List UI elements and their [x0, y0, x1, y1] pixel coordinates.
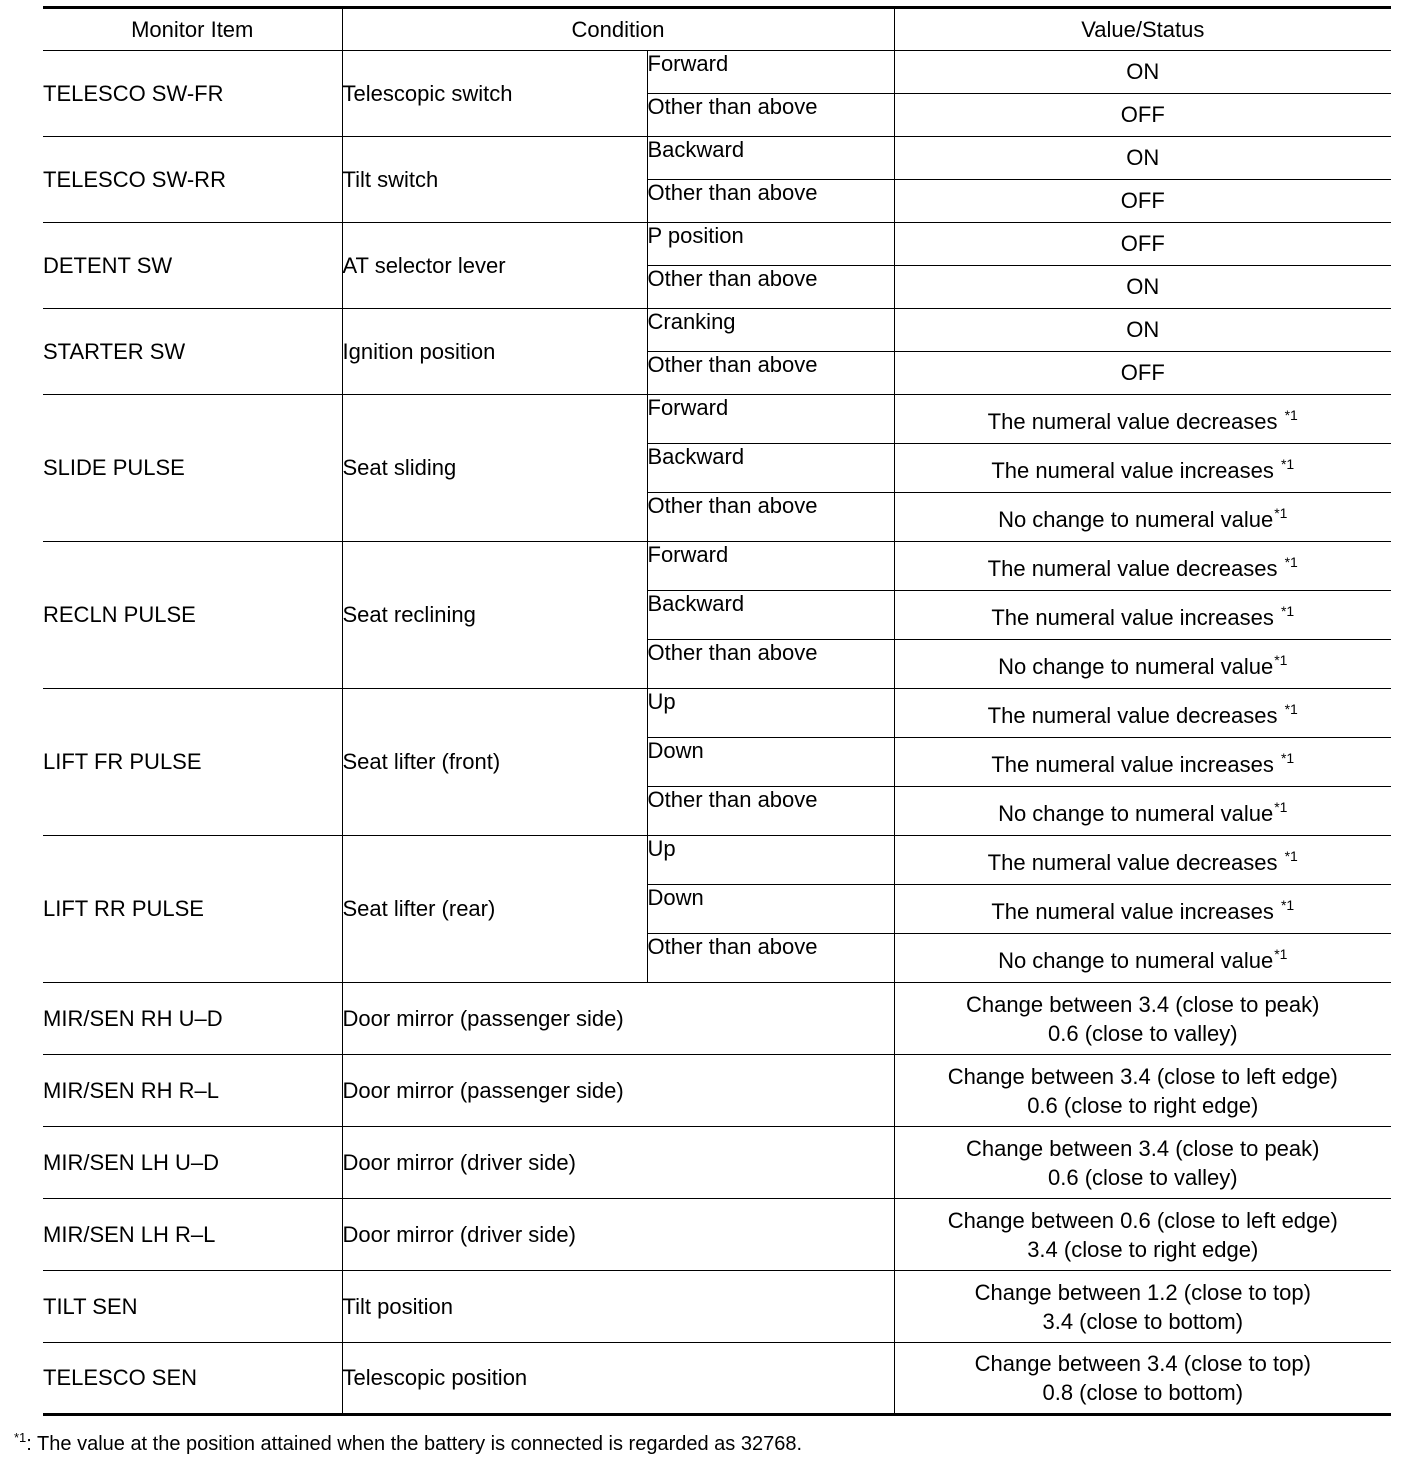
value-text: The numeral value decreases	[987, 703, 1284, 728]
note-marker: *1	[1274, 505, 1288, 521]
monitor-item: LIFT FR PULSE	[43, 689, 342, 836]
value-text: OFF	[1120, 188, 1165, 213]
value-status	[894, 352, 1391, 395]
sub-condition: Other than above	[647, 180, 894, 223]
monitor-item: MIR/SEN RH R–L	[43, 1055, 342, 1127]
sub-condition: Other than above	[647, 640, 894, 689]
value-status	[894, 266, 1391, 309]
note-marker: *1	[1284, 407, 1298, 423]
condition: Door mirror (driver side)	[342, 1199, 894, 1271]
value-text: The numeral value increases	[991, 458, 1280, 483]
monitor-item: RECLN PULSE	[43, 542, 342, 689]
monitor-item: MIR/SEN LH U–D	[43, 1127, 342, 1199]
table-row	[43, 137, 1391, 180]
sub-condition: Up	[647, 836, 894, 885]
footnote-text: : The value at the position attained when the battery is connected is regarded as 32768.	[26, 1433, 802, 1455]
value-status	[894, 309, 1391, 352]
value-status	[894, 137, 1391, 180]
table-row	[43, 1199, 1391, 1271]
value-status	[894, 787, 1391, 836]
value-text: No change to numeral value	[998, 801, 1274, 826]
table-body	[43, 51, 1391, 1415]
value-line: 3.4 (close to right edge)	[1027, 1236, 1259, 1262]
value-line: 3.4 (close to bottom)	[1042, 1308, 1244, 1334]
value-text: The numeral value increases	[991, 899, 1280, 924]
table-row	[43, 1271, 1391, 1343]
note-marker: *1	[1274, 799, 1288, 815]
condition: Seat sliding	[342, 395, 647, 542]
sub-condition: Backward	[647, 137, 894, 180]
value-status	[894, 94, 1391, 137]
value-status	[894, 1055, 1391, 1127]
footnote	[14, 1431, 802, 1457]
value-line: Change between 3.4 (close to left edge)	[947, 1063, 1338, 1089]
sub-condition: Cranking	[647, 309, 894, 352]
monitor-item: LIFT RR PULSE	[43, 836, 342, 983]
sub-condition: Other than above	[647, 493, 894, 542]
table-row	[43, 836, 1391, 885]
sub-condition: Backward	[647, 444, 894, 493]
table-row	[43, 51, 1391, 94]
value-line: 0.8 (close to bottom)	[1042, 1380, 1244, 1405]
value-text: The numeral value increases	[991, 752, 1280, 777]
value-status	[894, 1127, 1391, 1199]
value-status	[894, 493, 1391, 542]
value-text: OFF	[1120, 231, 1165, 256]
note-marker: *1	[1280, 603, 1295, 619]
value-status	[894, 1271, 1391, 1343]
monitor-item: TELESCO SEN	[43, 1343, 342, 1415]
value-status	[894, 1343, 1391, 1415]
monitor-item: SLIDE PULSE	[43, 395, 342, 542]
value-status	[894, 395, 1391, 444]
value-status	[894, 836, 1391, 885]
sub-condition: Other than above	[647, 94, 894, 137]
note-marker: *1	[1284, 554, 1298, 570]
value-text: OFF	[1120, 102, 1165, 127]
value-status	[894, 983, 1391, 1055]
monitor-item: TELESCO SW-FR	[43, 51, 342, 137]
monitor-item: MIR/SEN RH U–D	[43, 983, 342, 1055]
value-line: Change between 0.6 (close to left edge)	[947, 1207, 1338, 1233]
value-line: Change between 3.4 (close to top)	[974, 1351, 1311, 1376]
value-text: The numeral value decreases	[987, 409, 1284, 434]
header-monitor-item: Monitor Item	[43, 8, 342, 51]
value-line: Change between 3.4 (close to peak)	[966, 1135, 1320, 1161]
header-condition: Condition	[342, 8, 894, 51]
sub-condition: Down	[647, 885, 894, 934]
condition: Telescopic position	[342, 1343, 894, 1415]
condition: Seat lifter (rear)	[342, 836, 647, 983]
condition: Door mirror (passenger side)	[342, 1055, 894, 1127]
value-status	[894, 1199, 1391, 1271]
value-status	[894, 738, 1391, 787]
table-row	[43, 309, 1391, 352]
value-status	[894, 180, 1391, 223]
value-text: ON	[1126, 274, 1160, 299]
table-row	[43, 395, 1391, 444]
sub-condition: Other than above	[647, 787, 894, 836]
value-status	[894, 51, 1391, 94]
sub-condition: Forward	[647, 542, 894, 591]
value-status	[894, 885, 1391, 934]
value-text: ON	[1126, 317, 1160, 342]
value-line: 0.6 (close to valley)	[1048, 1020, 1238, 1046]
condition: Seat reclining	[342, 542, 647, 689]
value-line: 0.6 (close to valley)	[1048, 1164, 1238, 1190]
condition: AT selector lever	[342, 223, 647, 309]
sub-condition: Up	[647, 689, 894, 738]
sub-condition: Forward	[647, 395, 894, 444]
value-text: No change to numeral value	[998, 948, 1274, 973]
condition: Tilt switch	[342, 137, 647, 223]
value-text: OFF	[1120, 360, 1165, 385]
monitor-item: DETENT SW	[43, 223, 342, 309]
table-row	[43, 1343, 1391, 1415]
monitor-item: MIR/SEN LH R–L	[43, 1199, 342, 1271]
value-status	[894, 444, 1391, 493]
sub-condition: Other than above	[647, 266, 894, 309]
monitor-item: TILT SEN	[43, 1271, 342, 1343]
note-marker: *1	[1280, 456, 1295, 472]
value-status	[894, 934, 1391, 983]
value-text: No change to numeral value	[998, 507, 1274, 532]
table-row	[43, 1055, 1391, 1127]
note-marker: *1	[1284, 848, 1298, 864]
value-text: The numeral value decreases	[987, 556, 1284, 581]
note-marker: *1	[1280, 897, 1295, 913]
monitor-item: TELESCO SW-RR	[43, 137, 342, 223]
monitor-item: STARTER SW	[43, 309, 342, 395]
header-value-status: Value/Status	[894, 8, 1391, 51]
note-marker: *1	[1284, 701, 1298, 717]
value-status	[894, 542, 1391, 591]
condition: Seat lifter (front)	[342, 689, 647, 836]
condition: Door mirror (driver side)	[342, 1127, 894, 1199]
condition: Ignition position	[342, 309, 647, 395]
value-text: ON	[1126, 59, 1160, 84]
sub-condition: Down	[647, 738, 894, 787]
note-marker: *1	[1280, 750, 1295, 766]
sub-condition: Forward	[647, 51, 894, 94]
table-row	[43, 983, 1391, 1055]
table-row	[43, 1127, 1391, 1199]
header-row	[43, 8, 1391, 51]
value-text: The numeral value increases	[991, 605, 1280, 630]
sub-condition: P position	[647, 223, 894, 266]
condition: Telescopic switch	[342, 51, 647, 137]
sub-condition: Other than above	[647, 352, 894, 395]
value-status	[894, 640, 1391, 689]
sub-condition: Other than above	[647, 934, 894, 983]
table-row	[43, 223, 1391, 266]
note-marker: *1	[1274, 652, 1288, 668]
sub-condition: Backward	[647, 591, 894, 640]
footnote-marker: *1	[14, 1430, 27, 1445]
table-row	[43, 689, 1391, 738]
value-status	[894, 223, 1391, 266]
value-text: ON	[1126, 145, 1160, 170]
value-line: Change between 3.4 (close to peak)	[966, 991, 1320, 1017]
note-marker: *1	[1274, 946, 1288, 962]
value-line: 0.6 (close to right edge)	[1027, 1092, 1259, 1118]
monitor-table	[43, 6, 1391, 1416]
value-status	[894, 689, 1391, 738]
value-text: No change to numeral value	[998, 654, 1274, 679]
condition: Door mirror (passenger side)	[342, 983, 894, 1055]
value-status	[894, 591, 1391, 640]
value-text: The numeral value decreases	[987, 850, 1284, 875]
table-row	[43, 542, 1391, 591]
condition: Tilt position	[342, 1271, 894, 1343]
value-line: Change between 1.2 (close to top)	[974, 1279, 1311, 1305]
